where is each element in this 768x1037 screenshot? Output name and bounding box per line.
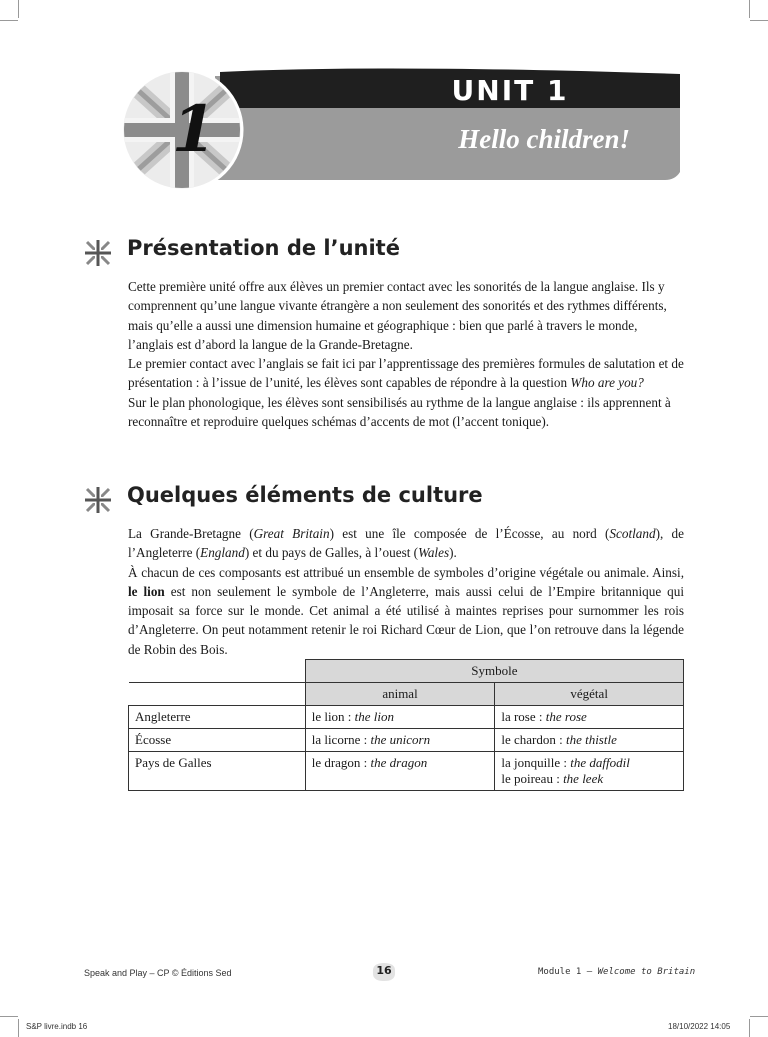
text: ), de l’Angleterre ( (128, 526, 684, 561)
unit-title: Hello children! (458, 124, 630, 154)
text: La Grande-Bretagne ( (128, 526, 254, 541)
footer-module (538, 967, 695, 977)
french-text: la licorne : (311, 732, 368, 747)
vegetal-cell (495, 706, 684, 729)
text: Welcome to (597, 967, 652, 977)
english-text: the thistle (565, 732, 617, 747)
print-slug: 18/10/2022 14:05 (668, 1022, 731, 1031)
page-number-text: 16 (376, 964, 392, 977)
english-text: the dragon (370, 755, 428, 770)
table-header-row (129, 683, 684, 706)
french-text: le chardon : (501, 732, 563, 747)
section-body (128, 277, 684, 431)
english-text: the daffodil (570, 755, 630, 770)
english-text: England (200, 545, 245, 561)
french-text: la jonquille : (501, 755, 568, 770)
french-text: la rose : (501, 709, 543, 724)
english-text: the lion (354, 709, 395, 724)
text: ) et du pays de Galles, à l’ouest ( (244, 545, 419, 561)
french-text: le poireau : (501, 771, 560, 786)
table-row (129, 706, 684, 729)
french-text: le dragon : (311, 755, 368, 770)
english-text: Scotland (609, 526, 656, 541)
country-cell: Pays de Galles (129, 752, 306, 791)
vegetal-cell (495, 752, 684, 791)
paragraph: Sur le plan phonologique, les élèves sont sensibilisés au rythme de la langue anglaise : ils apprennent à reconnaître et reproduire quelques schémas d’accents de mot (l’accent tonique). (128, 394, 671, 430)
animal-cell (305, 752, 495, 791)
bold-text: le lion (128, 583, 165, 599)
english-text: the leek (563, 771, 604, 786)
crop-mark (750, 20, 768, 21)
unit-label: UNIT 1 (451, 74, 569, 107)
union-jack-icon (85, 240, 111, 266)
crop-mark (749, 0, 750, 18)
crop-mark (750, 1016, 768, 1017)
section-title: Présentation de l’unité (127, 236, 400, 260)
table-header-row (129, 660, 684, 683)
french-text: le lion : (311, 709, 352, 724)
section-body (128, 524, 684, 659)
paragraph (128, 354, 684, 393)
table-row (129, 752, 684, 791)
crop-mark (749, 1019, 750, 1037)
empty-cell (129, 683, 306, 706)
footer-copyright: Speak and Play – CP © Éditions Sed (84, 968, 232, 978)
text: À chacun de ces composants est attribué un ensemble de symboles d’origine végétale ou animale. Ainsi, (128, 564, 684, 580)
vegetal-cell (495, 729, 684, 752)
union-jack-icon (85, 487, 111, 513)
unit-number: 1 (171, 92, 217, 167)
text: est non seulement le symbole de l’Angleterre, mais aussi celui de l’Empire britannique qui imposait sa force sur le monde. Cet animal a été utilisé à maintes reprises pour surnommer les rois d’Angleterre. On peut notamment retenir le roi Richard Cœur de Lion, que l’on retrouve dans la légende de Robin des Bois. (128, 583, 685, 657)
group-header: Symbole (305, 660, 683, 683)
print-slug: S&P livre.indb 16 (26, 1022, 88, 1031)
text: Module 1 – (538, 967, 593, 977)
animal-cell (305, 706, 495, 729)
text: ) est une île composée de l’Écosse, au nord ( (329, 526, 610, 541)
text: ). (449, 545, 457, 561)
page-number (370, 960, 398, 984)
paragraph (128, 524, 684, 563)
english-text: the rose (545, 709, 587, 724)
section-title: Quelques éléments de culture (127, 483, 483, 507)
country-cell: Angleterre (129, 706, 306, 729)
symbols-table (128, 659, 684, 791)
crop-mark (0, 1016, 18, 1017)
crop-mark (18, 1019, 19, 1037)
crop-mark (0, 20, 18, 21)
paragraph: Cette première unité offre aux élèves un premier contact avec les sonorités de la langue anglaise. Ils y comprennent qu’une langue vivante étrangère a non seulement des sonorités et des rythmes différents, mais qu’elle a aussi une dimension humaine et géographique : bien que parlé à travers le monde, l’anglais est d’abord la langue de la Grande-Bretagne. (128, 279, 667, 352)
english-text: Wales (418, 545, 450, 561)
column-header: animal (305, 683, 495, 706)
english-text: Who are you? (570, 375, 644, 391)
column-header: végétal (495, 683, 684, 706)
text: Britain (657, 967, 696, 977)
english-text: the unicorn (370, 732, 431, 747)
country-cell: Écosse (129, 729, 306, 752)
table-row (129, 729, 684, 752)
crop-mark (18, 0, 19, 18)
animal-cell (305, 729, 495, 752)
text: Le premier contact avec l’anglais se fait ici par l’apprentissage des premières formules de salutation et de présentation : à l’issue de l’unité, les élèves sont capables de répondre à la question (128, 356, 684, 391)
paragraph (128, 563, 684, 659)
empty-cell (129, 660, 306, 683)
english-text: Great Britain (253, 526, 330, 541)
